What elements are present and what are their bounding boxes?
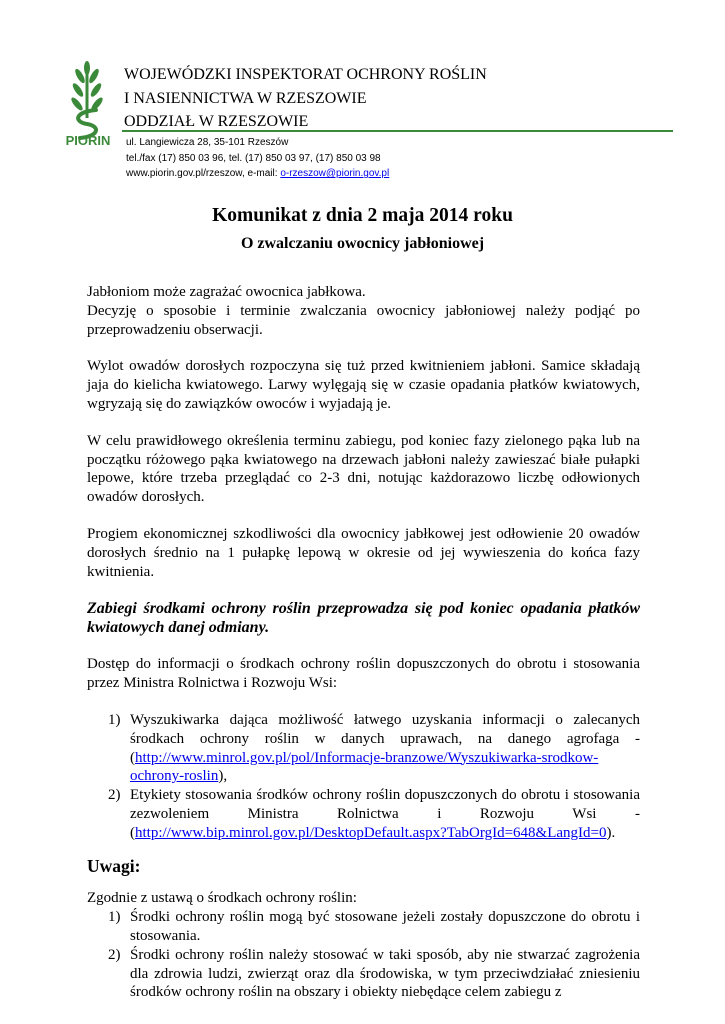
list-number: 1)	[108, 711, 121, 728]
link-open-paren: (	[130, 749, 135, 766]
link-close-paren: ),	[218, 768, 228, 785]
list-item	[87, 786, 640, 842]
list-number: 2)	[108, 787, 121, 804]
list-text: Etykiety stosowania środków ochrony roślin dopuszczonych do obrotu i stosowania zezwoleniem Ministra Rolnictwa i Rozwoju Wsi -	[130, 787, 640, 822]
uwagi-heading: Uwagi:	[87, 855, 141, 876]
minrol-search-link[interactable]: http://www.minrol.gov.pl/pol/Informacje-branzowe/Wyszukiwarka-srodkow-ochrony-roslin	[130, 749, 599, 785]
list-item	[87, 711, 640, 786]
list-number: 2)	[108, 946, 121, 963]
paragraph-1a: Jabłoniom może zagrażać owocnica jabłkowa.	[87, 284, 366, 300]
paragraph-1b: Decyzję o sposobie i terminie zwalczania owocnicy jabłoniowej należy podjąć po przeprowadzeniu obserwacji.	[87, 302, 640, 338]
paragraph-6: Zgodnie z ustawą o środkach ochrony roślin:	[87, 890, 357, 907]
web-prefix: www.piorin.gov.pl/rzeszow, e-mail:	[126, 168, 281, 179]
list-item	[87, 908, 640, 946]
address-line: ul. Langiewicza 28, 35-101 Rzeszów	[126, 137, 289, 148]
bip-minrol-link[interactable]: http://www.bip.minrol.gov.pl/DesktopDefault.aspx?TabOrgId=648&LangId=0	[135, 824, 607, 841]
list-text: Wyszukiwarka dająca możliwość łatwego uzyskania informacji o zalecanych środkach ochrony roślin w danych uprawach, na danego agrofaga -	[130, 711, 640, 747]
web-line	[126, 166, 389, 182]
email-link[interactable]: o-rzeszow@piorin.gov.pl	[280, 168, 390, 179]
link-close-paren: ).	[606, 824, 616, 841]
list-text: Środki ochrony roślin mogą być stosowane jeżeli zostały dopuszczone do obrotu i stosowania.	[130, 909, 640, 944]
links-list	[87, 711, 640, 843]
page-subtitle: O zwalczaniu owocnicy jabłoniowej	[240, 235, 485, 252]
contact-block	[126, 135, 389, 182]
list-item	[87, 946, 640, 1002]
org-line-1: WOJEWÓDZKI INSPEKTORAT OCHRONY ROŚLIN	[124, 66, 487, 83]
paragraph-4: Progiem ekonomicznej szkodliwości dla owocnicy jabłkowej jest odłowienie 20 owadów dorosłych średnio na 1 pułapkę lepową w okresie od jej wywieszenia do końca fazy kwitnienia.	[87, 525, 640, 580]
logo-text: PIORIN	[65, 133, 111, 148]
emphasis-paragraph: Zabiegi środkami ochrony roślin przeprowadza się pod koniec opadania płatków kwiatowych danej odmiany.	[87, 600, 640, 637]
document-body	[87, 283, 640, 1002]
list-number: 1)	[108, 909, 121, 926]
page-title: Komunikat z dnia 2 maja 2014 roku	[212, 205, 513, 226]
paragraph-2: Wylot owadów dorosłych rozpoczyna się tuż przed kwitnieniem jabłoni. Samice składają jaja do kielicha kwiatowego. Larwy wylęgają się w czasie opadania płatków kwiatowych, wgryzają się do zawiązków owoców i wyjadają je.	[87, 358, 640, 412]
paragraph-3: W celu prawidłowego określenia terminu zabiegu, pod koniec fazy zielonego pąka lub na początku różowego pąka kwiatowego na drzewach jabłoni należy zawieszać białe pułapki lepowe, które trzeba przeglądać co 2-3 dni, notując każdorazowo liczbę odłowionych owadów dorosłych.	[87, 432, 640, 506]
notes-list	[87, 908, 640, 1002]
paragraph-5: Dostęp do informacji o środkach ochrony roślin dopuszczonych do obrotu i stosowania przez Ministra Rolnictwa i Rozwoju Wsi:	[87, 656, 640, 692]
list-text: Środki ochrony roślin należy stosować w taki sposób, aby nie stwarzać zagrożenia dla zdrowia ludzi, zwierząt oraz dla środowiska, w tym przeciwdziałać zniesieniu środków ochrony roślin na obszary i obiekty niebędące celem zabiegu z	[130, 946, 640, 1001]
phone-line: tel./fax (17) 850 03 96, tel. (17) 850 03 97, (17) 850 03 98	[126, 152, 381, 164]
organization-name	[124, 63, 487, 134]
header-divider	[122, 130, 673, 132]
link-open-paren: (	[130, 824, 135, 841]
org-line-3: ODDZIAŁ W RZESZOWIE	[124, 113, 309, 130]
org-line-2: I NASIENNICTWA W RZESZOWIE	[124, 89, 367, 107]
